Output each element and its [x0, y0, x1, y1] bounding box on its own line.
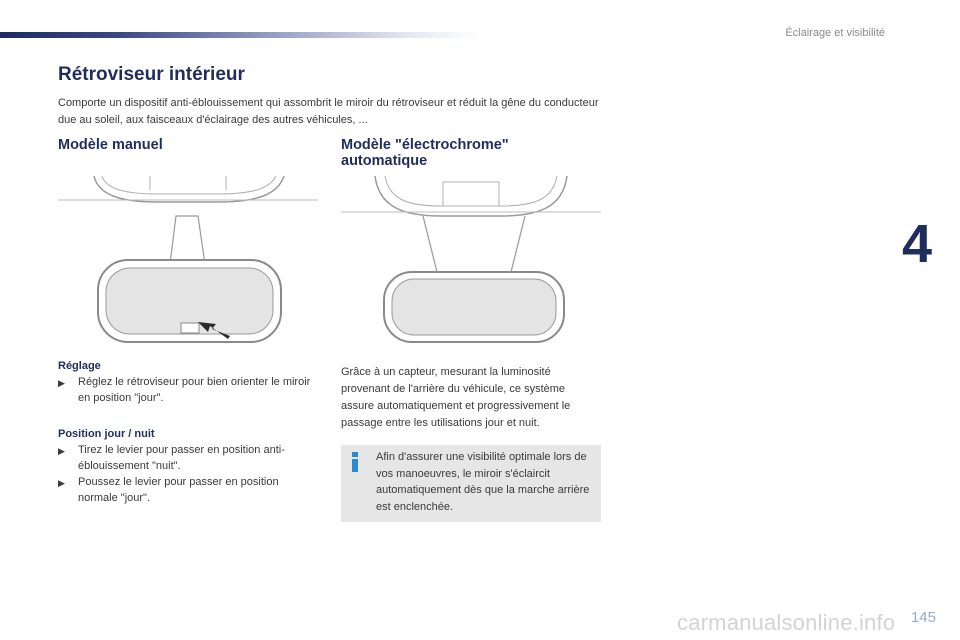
reglage-item-0: Réglez le rétroviseur pour bien orienter le miroir en position "jour". — [78, 376, 311, 404]
chapter-number: 4 — [902, 214, 933, 274]
bullet-arrow-icon: ▶ — [58, 378, 65, 388]
bullet-arrow-icon: ▶ — [58, 446, 65, 456]
auto-heading-line2: automatique — [341, 153, 428, 169]
list-item — [58, 442, 318, 474]
manual-heading: Modèle manuel — [58, 137, 163, 153]
watermark: carmanualsonline.info — [677, 610, 896, 635]
position-item-0: Tirez le levier pour passer en position anti-éblouissement "nuit". — [78, 444, 285, 472]
header-gradient-bar — [0, 32, 480, 38]
auto-heading — [341, 137, 591, 169]
manual-instructions — [58, 358, 318, 506]
bullet-arrow-icon: ▶ — [58, 478, 65, 488]
intro-paragraph: Comporte un dispositif anti-éblouissement qui assombrit le miroir du rétroviseur et réduit la gêne du conducteur due au soleil, aux faisceaux d'éclairage des autres véhicules, ... — [58, 97, 599, 126]
auto-mirror-illustration — [341, 176, 601, 346]
manual-mirror-illustration — [58, 176, 318, 346]
section-title: Éclairage et visibilité — [785, 27, 885, 39]
page-title: Rétroviseur intérieur — [58, 64, 245, 85]
page-number: 145 — [910, 609, 936, 626]
reglage-title: Réglage — [58, 360, 101, 372]
auto-heading-line1: Modèle "électrochrome" — [341, 137, 509, 153]
info-icon — [349, 452, 361, 472]
info-text: Afin d'assurer une visibilité optimale lors de vos manoeuvres, le miroir s'éclaircit automatiquement dès que la marche arrière est enclenchée. — [376, 451, 590, 513]
position-title: Position jour / nuit — [58, 428, 155, 440]
position-item-1: Poussez le levier pour passer en position normale "jour". — [78, 476, 279, 504]
list-item — [58, 474, 318, 506]
list-item — [58, 374, 318, 406]
auto-description: Grâce à un capteur, mesurant la luminosité provenant de l'arrière du véhicule, ce système assure automatiquement et progressivement le passage entre les utilisations jour et nuit. — [341, 366, 571, 429]
